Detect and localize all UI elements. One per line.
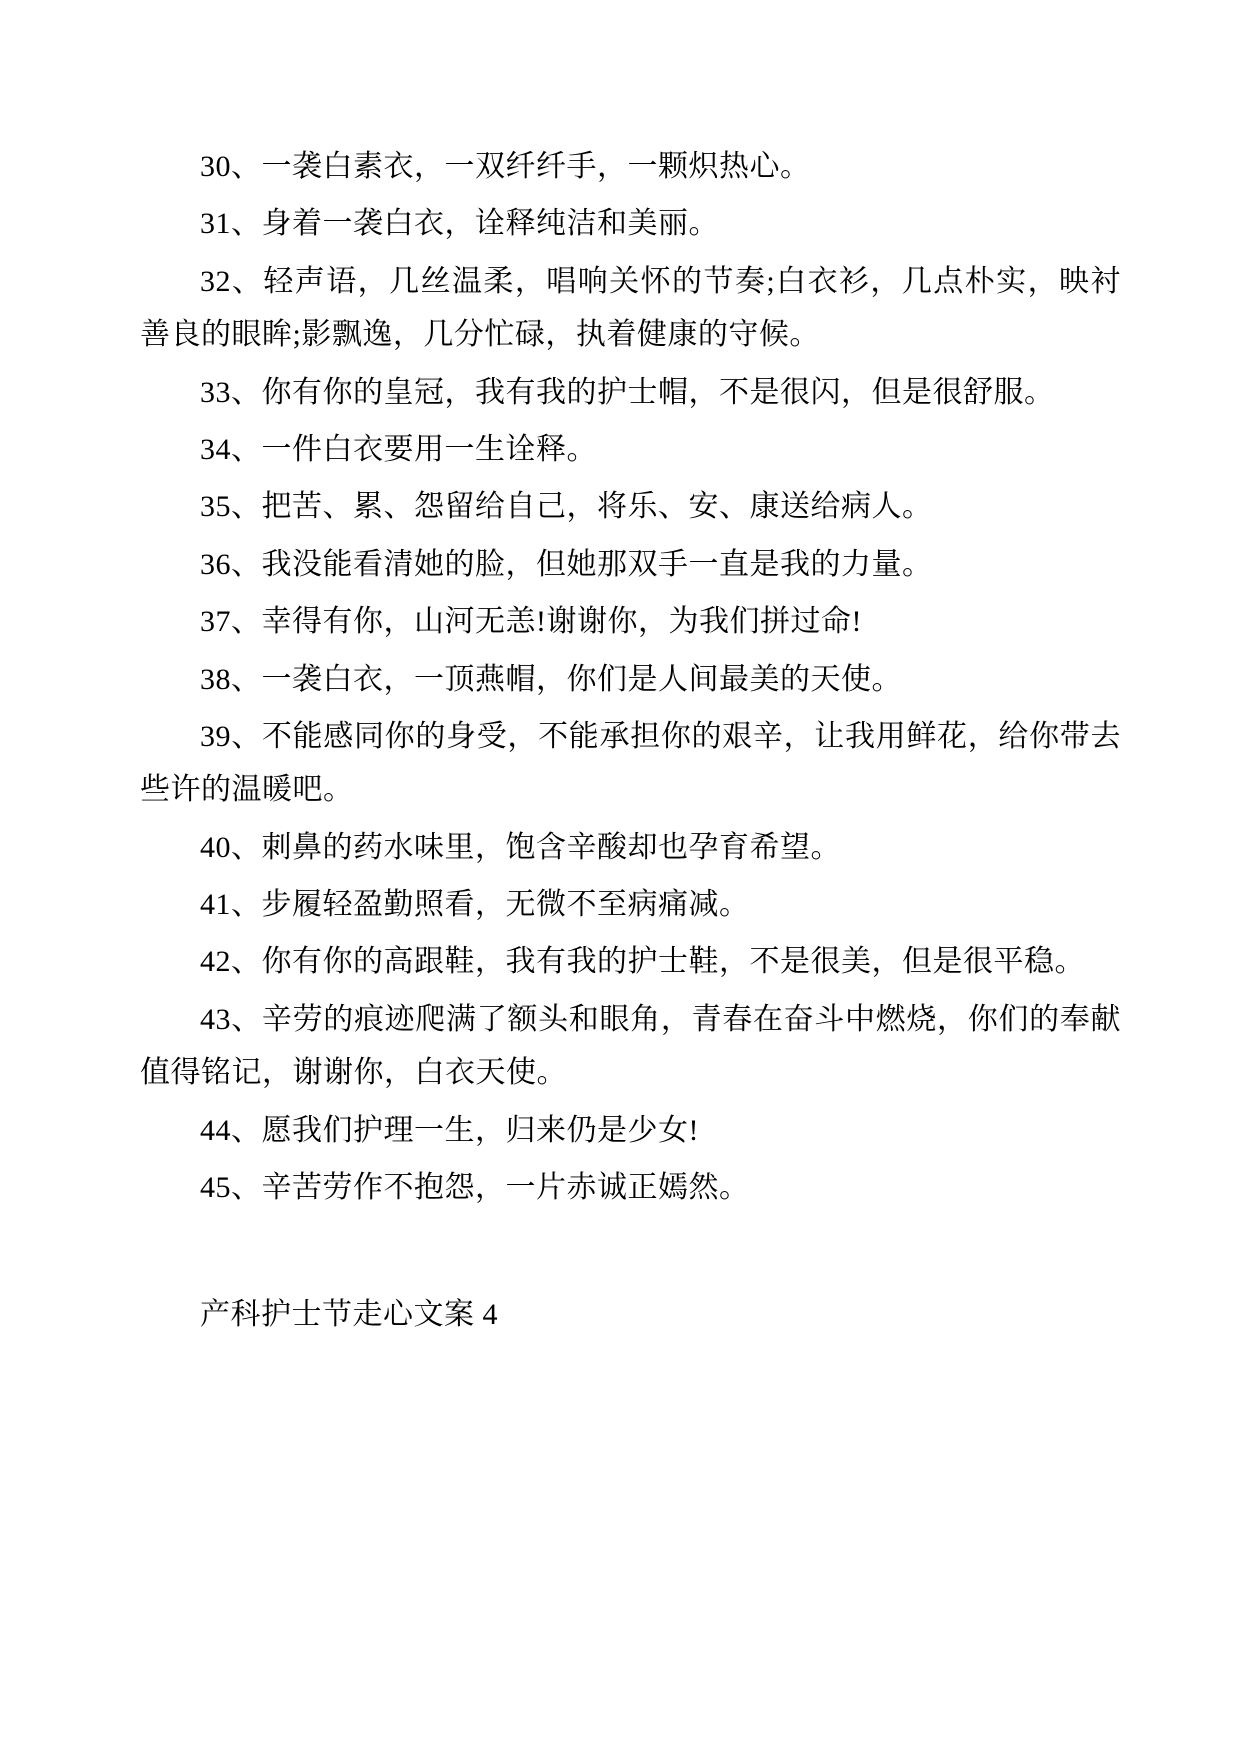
paragraph-34: 34、一件白衣要用一生诠释。 (200, 432, 597, 466)
paragraph-31: 31、身着一袭白衣，诠释纯洁和美丽。 (200, 207, 719, 241)
paragraph-30: 30、一袭白素衣，一双纤纤手，一颗炽热心。 (200, 150, 811, 183)
paragraph-45: 45、辛苦劳作不抱怨，一片赤诚正嫣然。 (200, 1171, 750, 1205)
paragraph-44: 44、愿我们护理一生，归来仍是少女! (200, 1113, 699, 1147)
paragraph-41: 41、步履轻盈勤照看，无微不至病痛减。 (200, 888, 750, 922)
paragraph-42: 42、你有你的高跟鞋，我有我的护士鞋，不是很美，但是很平稳。 (200, 945, 1085, 979)
document-body (140, 140, 1121, 1342)
paragraph-36: 36、我没能看清她的脸，但她那双手一直是我的力量。 (200, 547, 933, 581)
paragraph-35: 35、把苦、累、怨留给自己，将乐、安、康送给病人。 (200, 490, 933, 524)
paragraph-39: 39、不能感同你的身受，不能承担你的艰辛，让我用鲜花，给你带去些许的温暖吧。 (140, 719, 1121, 807)
paragraph-33: 33、你有你的皇冠，我有我的护士帽，不是很闪，但是很舒服。 (200, 375, 1055, 409)
section-heading: 产科护士节走心文案 4 (200, 1298, 498, 1332)
paragraph-40: 40、刺鼻的药水味里，饱含辛酸却也孕育希望。 (200, 830, 841, 864)
paragraph-38: 38、一袭白衣，一顶燕帽，你们是人间最美的天使。 (200, 662, 902, 696)
paragraph-43: 43、辛劳的痕迹爬满了额头和眼角，青春在奋斗中燃烧，你们的奉献值得铭记，谢谢你，白衣天使。 (140, 1002, 1121, 1090)
paragraph-32: 32、轻声语，几丝温柔，唱响关怀的节奏;白衣衫，几点朴实，映衬善良的眼眸;影飘逸，几分忙碌，执着健康的守候。 (140, 264, 1121, 352)
paragraph-37: 37、幸得有你，山河无恙!谢谢你，为我们拼过命! (200, 605, 862, 639)
